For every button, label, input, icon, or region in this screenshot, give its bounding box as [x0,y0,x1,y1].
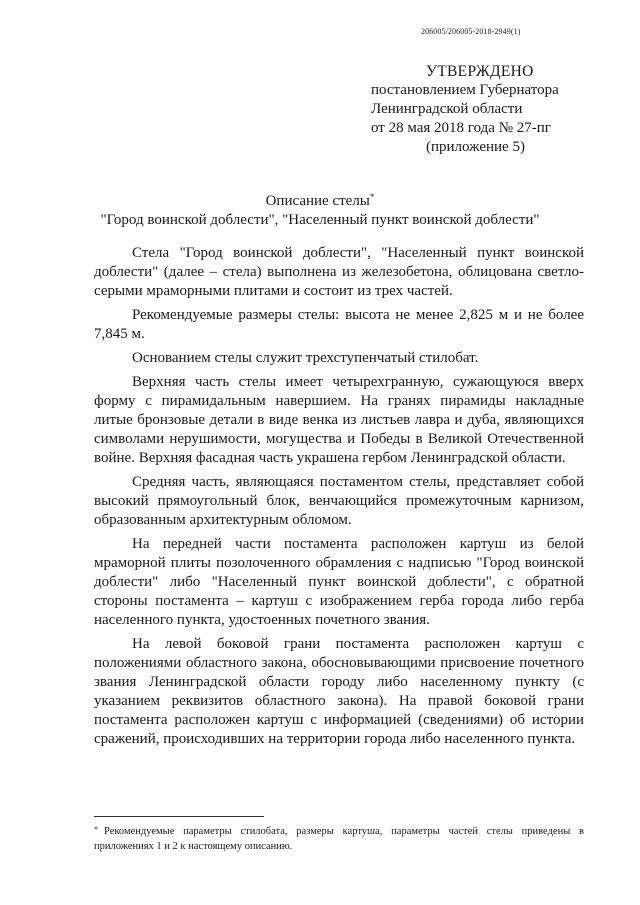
title-line-2: "Город воинской доблести", "Населенный пункт воинской доблести" [100,212,540,228]
document-id: 206005/206005-2018-2949(1) [421,27,521,36]
paragraph: Рекомендуемые размеры стелы: высота не менее 2,825 м и не более 7,845 м. [94,307,584,342]
title-footnote-mark: * [369,192,375,202]
paragraph: Основанием стелы служит трехступенчатый стилобат. [132,350,479,366]
footnote [94,824,584,854]
approval-line-3: от 28 мая 2018 года № 27-пг [371,120,551,136]
approval-title: УТВЕРЖДЕНО [426,63,534,80]
title-line-1 [60,192,580,211]
title-text-1: Описание стелы [265,193,370,209]
approval-line-2: Ленинградской области [371,101,523,117]
paragraph: Верхняя часть стелы имеет четырехгранную, сужающуюся вверх форму с пирамидальным навершием. На гранях пирамиды накладные литые бронзовые детали в виде венка из листьев лавра и дуба, являющихся символами нерушимости, могущества и Победы в Великой Отечественной войне. Верхняя фасадная часть украшена гербом Ленинградской области. [94,374,584,466]
paragraph: Стела "Город воинской доблести", "Населенный пункт воинской доблести" (далее – стела) выполнена из железобетона, облицована светло-серыми мраморными плитами и состоит из трех частей. [94,245,584,299]
footnote-divider [94,816,264,817]
approval-line-4: (приложение 5) [426,139,525,155]
paragraph: Средняя часть, являющаяся постаментом стелы, представляет собой высокий прямоугольный блок, венчающийся промежуточным карнизом, образованным архитектурным обломом. [94,474,584,528]
approval-line-1: постановлением Губернатора [371,82,559,98]
document-title [60,192,580,230]
footnote-text: Рекомендуемые параметры стилобата, размеры картуша, параметры частей стелы приведены в приложениях 1 и 2 к настоящему описанию. [94,826,584,852]
document-body [94,244,584,754]
approval-stamp [360,62,610,157]
paragraph: На левой боковой грани постамента расположен картуш с положениями областного закона, обосновывающими присвоение почетного звания Ленинградской области городу либо населенному пункту (с указанием реквизитов областного закона). На правой боковой грани постамента расположен картуш с информацией (сведениями) об истории сражений, происходивших на территории города либо населенного пункта. [94,636,584,747]
paragraph: На передней части постамента расположен картуш из белой мраморной плиты позолоченного обрамления с надписью "Город воинской доблести" либо "Населенный пункт воинской доблести", с обратной стороны постамента – картуш с изображением герба города либо герба населенного пункта, удостоенных почетного звания. [94,536,584,628]
footnote-mark: * [94,825,98,834]
